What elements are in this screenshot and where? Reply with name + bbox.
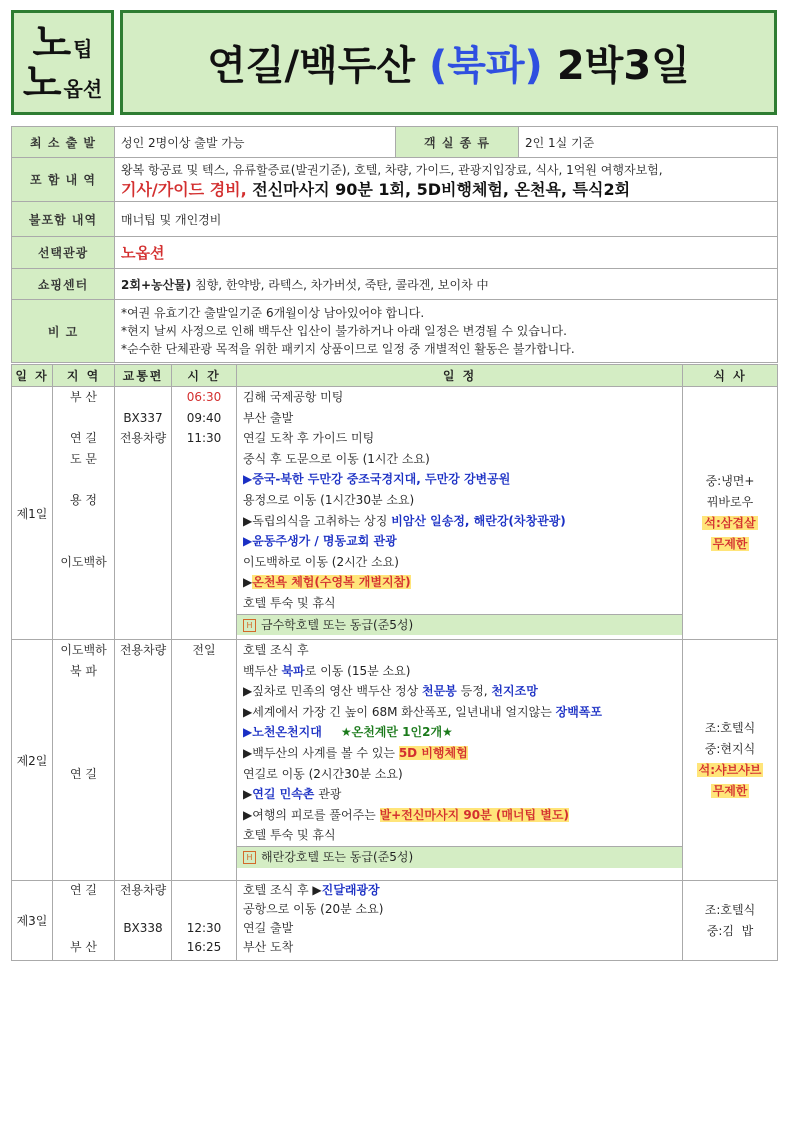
day2-times xyxy=(172,640,237,881)
day3-times xyxy=(172,881,237,961)
itinerary-text: 호텔 조식 후 ▶ xyxy=(243,883,322,897)
day1-places xyxy=(53,387,115,640)
itinerary-text: ▶여행의 피로를 풀어주는 xyxy=(243,807,380,822)
day1-hotel xyxy=(237,614,682,636)
day3-label: 제3일 xyxy=(12,881,53,961)
meal-item: 꿔바로우 xyxy=(706,495,754,509)
meal-item: 중:현지식 xyxy=(704,742,756,756)
meal-highlight: 무제한 xyxy=(712,784,748,798)
day2-row xyxy=(12,640,778,881)
logo-text-no2: 노 xyxy=(22,59,62,106)
day3-transport xyxy=(115,881,172,961)
room-value: 2인 1실 기준 xyxy=(519,127,778,158)
exclude-label: 불포함 내역 xyxy=(12,202,115,237)
place xyxy=(53,531,114,552)
place: 연 길 xyxy=(70,766,97,781)
itinerary-item: 호텔 투숙 및 휴식 xyxy=(243,595,336,610)
header-meal: 식 사 xyxy=(683,365,778,387)
shop-label: 쇼핑센터 xyxy=(12,269,115,300)
transport: 전용차량 xyxy=(119,643,167,657)
shop-items: 침향, 한약방, 라텍스, 차가버섯, 죽탄, 콜라겐, 보이차 中 xyxy=(191,277,489,292)
hotel-name: 해란강호텔 또는 동급(준5성) xyxy=(261,849,414,864)
schedule-table xyxy=(11,364,778,961)
meal-item: 조:호텔식 xyxy=(704,902,756,917)
itinerary-text: 관광 xyxy=(314,787,342,802)
itinerary-item xyxy=(243,784,676,805)
header-transport: 교통편 xyxy=(115,365,172,387)
itinerary-item xyxy=(243,572,676,593)
itinerary-item: ▶중국-북한 두만강 중조국경지대, 두만강 강변공원 xyxy=(243,472,511,487)
itinerary-text: 백두산 xyxy=(243,663,282,678)
row-min-depart xyxy=(12,127,778,158)
day1-times xyxy=(172,387,237,640)
time xyxy=(172,900,236,919)
include-value xyxy=(115,158,778,202)
info-table xyxy=(11,126,778,363)
itinerary-item: 공항으로 이동 (20분 소요) xyxy=(243,902,384,916)
time: 16:25 xyxy=(186,940,222,954)
header-day: 일 자 xyxy=(12,365,53,387)
day3-meal xyxy=(683,881,778,961)
itinerary-highlight: 진달래광장 xyxy=(321,883,380,897)
itinerary-item xyxy=(243,743,676,764)
include-label: 포 함 내 역 xyxy=(12,158,115,202)
itinerary-text: ▶세계에서 가장 긴 높이 68M 화산폭포, 일년내내 얼지않는 xyxy=(243,704,556,719)
day1-itinerary xyxy=(237,387,683,640)
day2-places xyxy=(53,640,115,881)
title-duration: 2박3일 xyxy=(556,43,690,89)
header-place: 지 역 xyxy=(53,365,115,387)
itinerary-highlight: ★온천계란 1인2개★ xyxy=(340,725,453,740)
row-shopping xyxy=(12,269,778,300)
day1-label: 제1일 xyxy=(12,387,53,640)
header-itinerary: 일 정 xyxy=(237,365,683,387)
time: 11:30 xyxy=(186,431,222,446)
note-item: *현지 날씨 사정으로 인해 백두산 입산이 불가하거나 아래 일정은 변경될 수 있습니다. xyxy=(121,324,567,338)
time xyxy=(172,881,236,900)
option-value: 노옵션 xyxy=(115,237,778,269)
itinerary-text: ▶짚차로 민족의 영산 백두산 정상 xyxy=(243,684,422,699)
logo-text-tip: 팁 xyxy=(73,36,93,61)
meal-highlight: 석:샤브샤브 xyxy=(698,763,762,777)
header-time: 시 간 xyxy=(172,365,237,387)
transport: BX337 xyxy=(123,410,163,425)
itinerary-highlight: 장백폭포 xyxy=(555,704,602,719)
day3-places xyxy=(53,881,115,961)
itinerary-text: ▶ xyxy=(243,575,253,590)
include-line2 xyxy=(121,180,771,200)
itinerary-highlight: 5D 비행체험 xyxy=(398,745,468,760)
itinerary-item xyxy=(243,702,676,723)
include-line1: 왕복 항공료 및 텍스, 유류할증료(발권기준), 호텔, 차량, 가이드, 관광지입장료, 식사, 1억원 여행자보험, xyxy=(121,162,663,177)
logo-text-no1: 노 xyxy=(32,19,72,66)
itinerary-highlight: 발+전신마사지 90분 (매너팁 별도) xyxy=(379,807,569,822)
itinerary-item: 호텔 조식 후 xyxy=(243,643,309,657)
page-title xyxy=(120,10,777,115)
shop-count: 2회+농산물) xyxy=(121,277,192,292)
place xyxy=(53,919,114,938)
place: 용 정 xyxy=(70,492,97,507)
include-driver-guide: 기사/가이드 경비, xyxy=(121,179,247,199)
place: 이도백하 xyxy=(60,643,107,657)
meal-item: 조:호텔식 xyxy=(704,721,756,735)
time: 12:30 xyxy=(186,921,222,935)
place xyxy=(53,702,114,723)
itinerary-highlight: 천지조망 xyxy=(491,684,538,699)
place: 도 문 xyxy=(70,451,97,466)
meal-highlight: 무제한 xyxy=(712,537,748,551)
brand-logo xyxy=(11,10,114,115)
day1-meal xyxy=(683,387,778,640)
transport xyxy=(115,900,171,919)
title-destination: 연길/백두산 xyxy=(207,43,415,89)
place: 연 길 xyxy=(70,431,97,446)
row-include xyxy=(12,158,778,202)
transport: BX338 xyxy=(123,921,163,935)
itinerary-highlight: 북파 xyxy=(281,663,305,678)
meal-highlight: 석:삼겹살 xyxy=(704,516,756,530)
place xyxy=(53,900,114,919)
itinerary-item: 호텔 투숙 및 휴식 xyxy=(243,828,336,843)
row-exclude xyxy=(12,202,778,237)
day2-hotel xyxy=(237,846,682,868)
room-label: 객 실 종 류 xyxy=(396,127,519,158)
meal-item: 중:김 밥 xyxy=(706,923,754,938)
row-option xyxy=(12,237,778,269)
day1-row xyxy=(12,387,778,640)
note-item: *순수한 단체관광 목적을 위한 패키지 상품이므로 일정 중 개별적인 활동은 불가합니다. xyxy=(121,342,575,356)
day2-transport xyxy=(115,640,172,881)
itinerary-highlight: 비암산 일송정, 해란강(차창관광) xyxy=(391,513,566,528)
min-depart-label: 최 소 출 발 xyxy=(12,127,115,158)
min-depart-value: 성인 2명이상 출발 가능 xyxy=(115,127,396,158)
itinerary-item: 김해 국제공항 미팅 xyxy=(243,390,344,404)
itinerary-item xyxy=(243,681,676,702)
place: 부 산 xyxy=(70,940,97,954)
itinerary-item xyxy=(243,511,676,532)
itinerary-item: 중식 후 도문으로 이동 (1시간 소요) xyxy=(243,451,430,466)
include-extras: 전신마사지 90분 1회, 5D비행체험, 온천욕, 특식2회 xyxy=(252,179,631,199)
itinerary-item: 연길 도착 후 가이드 미팅 xyxy=(243,431,375,446)
day2-itinerary xyxy=(237,640,683,881)
itinerary-text: ▶백두산의 사계를 볼 수 있는 xyxy=(243,745,399,760)
itinerary-highlight: 연길 민속촌 xyxy=(252,787,315,802)
day3-itinerary xyxy=(237,881,683,961)
hotel-name: 금수학호텔 또는 동급(준5성) xyxy=(261,617,414,632)
hotel-icon: H xyxy=(243,619,256,632)
transport xyxy=(115,387,171,408)
itinerary-item xyxy=(243,661,676,682)
schedule-header xyxy=(12,365,778,387)
itinerary-item: 연길로 이동 (2시간30분 소요) xyxy=(243,766,403,781)
place xyxy=(53,469,114,490)
itinerary-text: 로 이동 (15분 소요) xyxy=(304,663,411,678)
row-notes xyxy=(12,300,778,363)
itinerary-item xyxy=(243,722,676,743)
itinerary-item xyxy=(243,805,676,826)
place: 북 파 xyxy=(70,663,97,678)
place xyxy=(53,681,114,702)
option-label: 선택관광 xyxy=(12,237,115,269)
day2-label: 제2일 xyxy=(12,640,53,881)
title-route: (북파) xyxy=(429,43,543,89)
place: 이도백하 xyxy=(60,554,107,569)
itinerary-item: 부산 출발 xyxy=(243,410,294,425)
transport: 전용차량 xyxy=(119,431,167,446)
time: 06:30 xyxy=(186,390,222,404)
place xyxy=(53,722,114,743)
meal-item: 중:냉면+ xyxy=(705,474,755,488)
place: 부 산 xyxy=(70,390,97,404)
transport: 전용차량 xyxy=(119,883,167,897)
day3-row xyxy=(12,881,778,961)
itinerary-highlight: 천문봉 xyxy=(422,684,457,699)
place xyxy=(53,511,114,532)
itinerary-item: 용정으로 이동 (1시간30분 소요) xyxy=(243,492,415,507)
itinerary-highlight: 온천욕 체험(수영복 개별지참) xyxy=(252,575,411,590)
itinerary-item: 부산 도착 xyxy=(243,940,294,954)
itinerary-text: ▶독립의식을 고취하는 상징 xyxy=(243,513,392,528)
place: 연 길 xyxy=(70,883,97,897)
itinerary-text: ▶ xyxy=(243,787,253,802)
time: 09:40 xyxy=(186,410,222,425)
note-label: 비 고 xyxy=(12,300,115,363)
exclude-value: 매너팁 및 개인경비 xyxy=(115,202,778,237)
place xyxy=(53,408,114,429)
shop-value xyxy=(115,269,778,300)
itinerary-item xyxy=(243,881,676,900)
itinerary-item: 이도백하로 이동 (2시간 소요) xyxy=(243,554,399,569)
itinerary-text: 등정, xyxy=(456,684,492,699)
place xyxy=(53,743,114,764)
day1-transport xyxy=(115,387,172,640)
time: 전일 xyxy=(192,643,216,657)
itinerary-highlight: ▶노천온천지대 xyxy=(243,725,322,740)
itinerary-item: ▶윤동주생가 / 명동교회 관광 xyxy=(243,534,397,549)
day2-meal xyxy=(683,640,778,881)
logo-text-option: 옵션 xyxy=(63,76,103,101)
hotel-icon: H xyxy=(243,851,256,864)
notes xyxy=(115,300,778,363)
note-item: *여권 유효기간 출발일기준 6개월이상 남아있어야 합니다. xyxy=(121,306,425,320)
itinerary-item: 연길 출발 xyxy=(243,921,294,935)
